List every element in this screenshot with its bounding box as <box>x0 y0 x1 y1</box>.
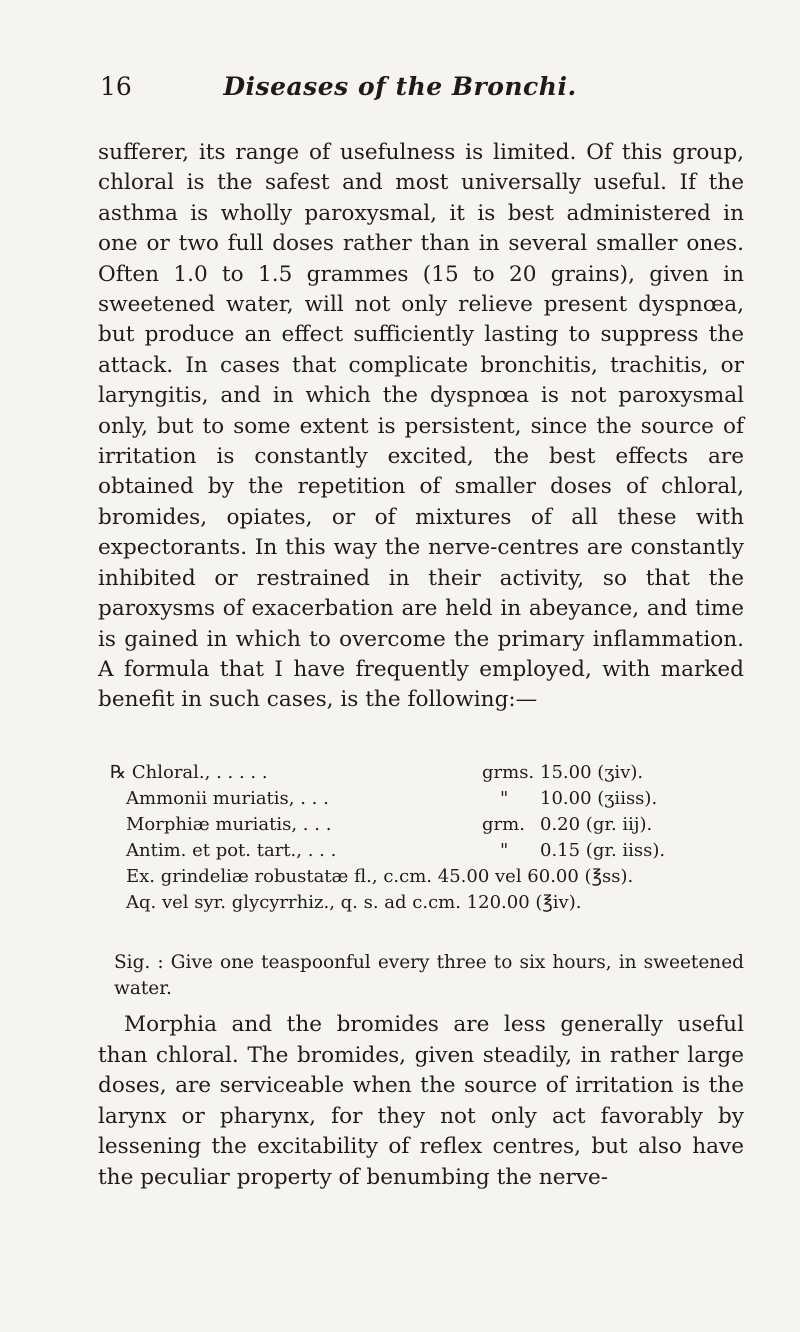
ingredient-name: Morphiæ muriatis, . . . <box>126 814 332 835</box>
prescription-formula <box>110 760 750 916</box>
ingredient-unit: grms. <box>482 762 535 783</box>
ingredient-line: Aq. vel syr. glycyrrhiz., q. s. ad c.cm. 120.00 (℥iv). <box>126 892 582 913</box>
formula-row-ammonii <box>110 786 750 812</box>
ingredient-name: Ammonii muriatis, . . . <box>126 788 329 809</box>
ingredient-name: ℞ Chloral., . . . . . <box>110 762 268 783</box>
ingredient-amount: 0.15 (gr. iiss). <box>540 840 666 861</box>
ingredient-amount: 0.20 (gr. iij). <box>540 814 653 835</box>
page-number: 16 <box>100 72 132 101</box>
ingredient-amount: 15.00 (ʒiv). <box>540 762 644 783</box>
formula-row-antim <box>110 838 750 864</box>
ingredient-amount: 10.00 (ʒiiss). <box>540 788 658 809</box>
second-paragraph <box>98 1010 744 1194</box>
ingredient-name: Antim. et pot. tart., . . . <box>126 840 337 861</box>
directions-text: Sig. : Give one teaspoonful every three to six hours, in sweetened water. <box>114 952 744 999</box>
paragraph-text: sufferer, its range of usefulness is limited. Of this group, chloral is the safest and most universally useful. If the asthma is wholly paroxysmal, it is best administered in one or two full doses rather than in several smaller ones. Often 1.0 to 1.5 grammes (15 to 20 grains), given in sweetened water, will not only relieve present dyspnœa, but produce an effect sufficiently lasting to suppress the attack. In cases that complicate bronchitis, trachitis, or laryngitis, and in which the dyspnœa is not paroxysmal only, but to some extent is persistent, since the source of irritation is constantly excited, the best effects are obtained by the repetition of smaller doses of chloral, bromides, opiates, or of mixtures of all these with expectorants. In this way the nerve-centres are constantly inhibited or restrained in their activity, so that the paroxysms of exacerbation are held in abeyance, and time is gained in which to overcome the primary inflammation. A formula that I have frequently employed, with marked benefit in such cases, is the following:— <box>98 140 744 713</box>
ingredient-unit: " <box>500 788 509 809</box>
signature-directions <box>98 950 744 1002</box>
page-header <box>0 72 800 112</box>
ingredient-unit: grm. <box>482 814 525 835</box>
formula-row-morphiae <box>110 812 750 838</box>
ingredient-line: Ex. grindeliæ robustatæ fl., c.cm. 45.00 vel 60.00 (℥ss). <box>126 866 634 887</box>
ingredient-unit: " <box>500 840 509 861</box>
paragraph-text: Morphia and the bromides are less generally useful than chloral. The bromides, given steadily, in rather large doses, are serviceable when the source of irritation is the larynx or pharynx, for they not only act favorably by lessening the excitability of reflex centres, but also have the peculiar property of benumbing the nerve- <box>98 1012 744 1190</box>
formula-row-syrup <box>110 890 750 916</box>
main-paragraph <box>98 138 744 716</box>
formula-row-extract <box>110 864 750 890</box>
running-title: Diseases of the Bronchi. <box>223 72 577 101</box>
formula-row-chloral <box>110 760 750 786</box>
